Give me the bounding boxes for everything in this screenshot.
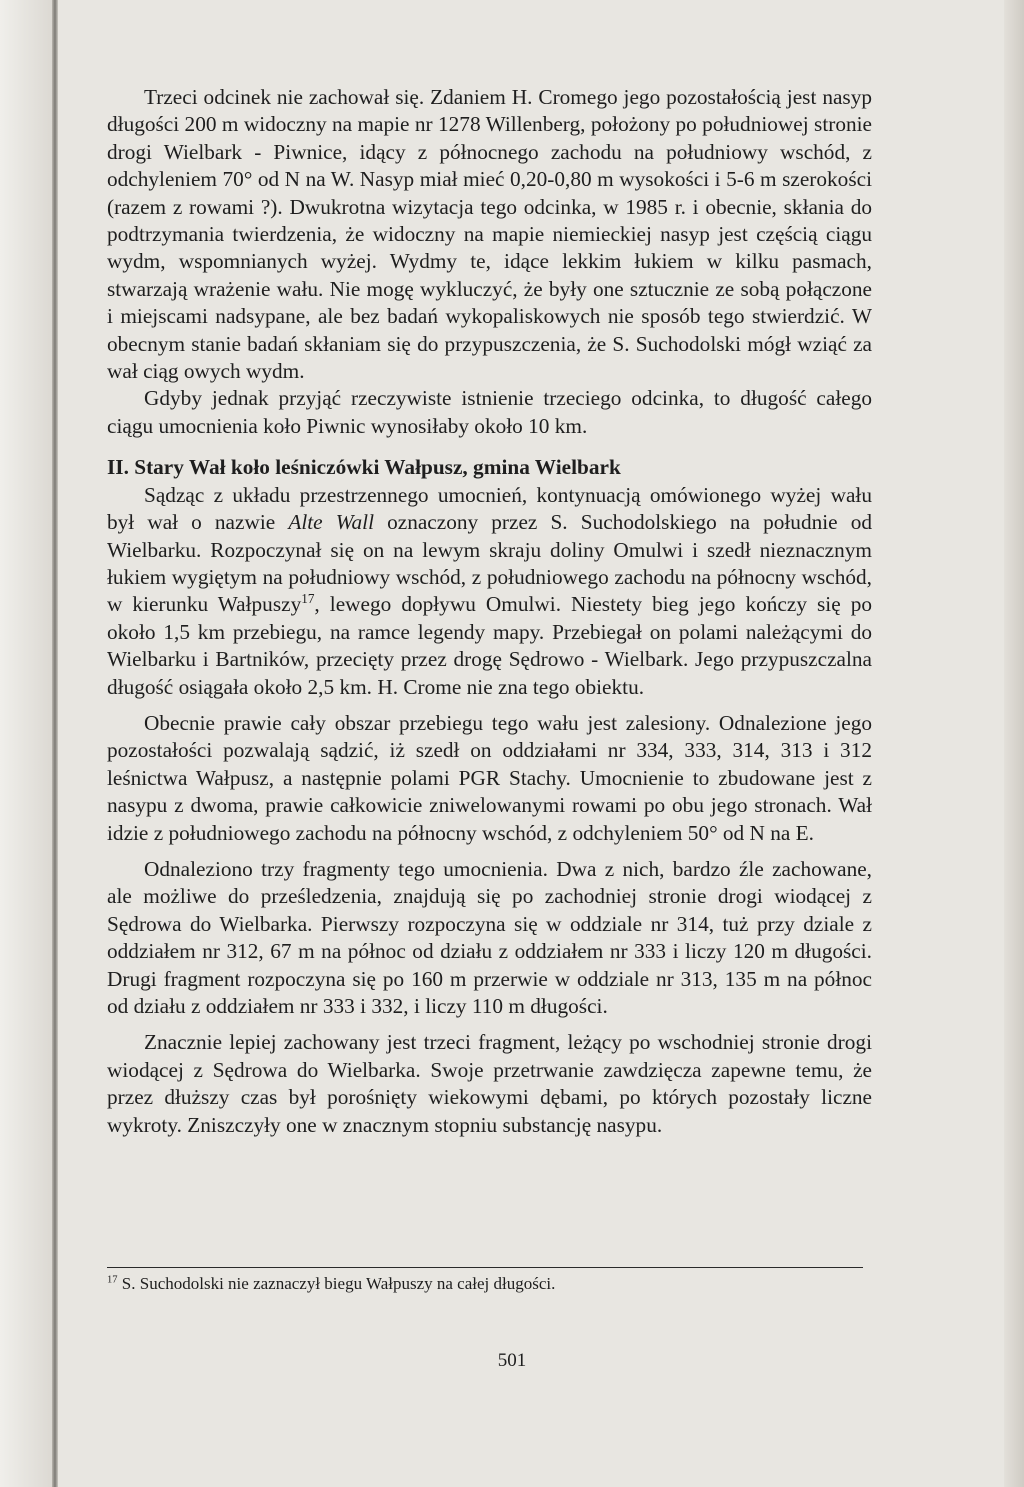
paragraph-6: Znacznie lepiej zachowany jest trzeci fragment, leżący po wschodniej stronie drogi wiodącej z Sędrowa do Wielbarka. Swoje przetrwanie zawdzięcza zapewne temu, że przez dłuższy czas był porośnięty wiekowymi dębami, po których pozostały liczne wykroty. Zniszczyły one w znacznym stopniu substancję nasypu. bbox=[107, 1030, 872, 1137]
page-edge bbox=[1004, 0, 1024, 1487]
footnote-text: S. Suchodolski nie zaznaczył biegu Wałpuszy na całej długości. bbox=[117, 1274, 556, 1293]
body-text bbox=[107, 84, 872, 1139]
page-number: 501 bbox=[497, 1350, 527, 1371]
paragraph-3-part-a: Sądząc z układu przestrzennego umocnień, kontynuacją omówionego wyżej wału był wał o nazwie bbox=[107, 482, 872, 535]
footnote-17 bbox=[107, 1273, 867, 1295]
paragraph-1: Trzeci odcinek nie zachował się. Zdaniem H. Cromego jego pozostałością jest nasyp długości 200 m widoczny na mapie nr 1278 Willenberg, położony po południowej stronie drogi Wielbark - Piwnice, idący z północnego zachodu na południowy wschód, z odchyleniem 70° od N na W. Nasyp miał mieć 0,20-0,80 m wysokości i 5-6 m szerokości (razem z rowami ?). Dwukrotna wizytacja tego odcinka, w 1985 r. i obecnie, skłania do podtrzymania twierdzenia, że widoczny na mapie niemieckiej nasyp jest częścią ciągu wydm, wspomnianych wyżej. Wydmy te, idące lekkim łukiem w kilku pasmach, stwarzają wrażenie wału. Nie mogę wykluczyć, że były one sztucznie ze sobą połączone i miejscami nadsypane, ale bez badań wykopaliskowych nie sposób tego stwierdzić. W obecnym stanie badań skłaniam się do przypuszczenia, że S. Suchodolski mógł wziąć za wał ciąg owych wydm. bbox=[107, 85, 872, 384]
paragraph-3 bbox=[107, 482, 872, 701]
section-heading: II. Stary Wał koło leśniczówki Wałpusz, gmina Wielbark bbox=[107, 455, 621, 480]
paragraph-2: Gdyby jednak przyjąć rzeczywiste istnienie trzeciego odcinka, to długość całego ciągu umocnienia koło Piwnic wynosiłaby około 10 km. bbox=[107, 386, 872, 438]
binding-margin bbox=[0, 0, 52, 1487]
footnote-number: 17 bbox=[107, 1274, 118, 1286]
alte-wall-term: Alte Wall bbox=[288, 510, 374, 535]
paragraph-4: Obecnie prawie cały obszar przebiegu tego wału jest zalesiony. Odnalezione jego pozostałości pozwalają sądzić, iż szedł on oddziałami nr 334, 333, 314, 313 i 312 leśnictwa Wałpusz, a następnie polami PGR Stachy. Umocnienie to zbudowane jest z nasypu z dwoma, prawie całkowicie zniwelowanymi rowami po obu jego stronach. Wał idzie z południowego zachodu na północny wschód, z odchyleniem 50° od N na E. bbox=[107, 710, 872, 845]
paragraph-5: Odnaleziono trzy fragmenty tego umocnienia. Dwa z nich, bardzo źle zachowane, ale możliwe do prześledzenia, znajdują się po zachodniej stronie drogi wiodącej z Sędrowa do Wielbarka. Pierwszy rozpoczyna się w oddziale nr 314, tuż przy dziale z oddziałem nr 312, 67 m na północ od działu z oddziałem nr 333 i liczy 120 m długości. Drugi fragment rozpoczyna się po 160 m przerwie w oddziale nr 313, 135 m na północ od działu z oddziałem nr 333 i 332, i liczy 110 m długości. bbox=[107, 856, 872, 1018]
footnote-ref-17[interactable]: 17 bbox=[301, 591, 315, 607]
footnote-divider bbox=[107, 1267, 863, 1268]
binding-spine bbox=[52, 0, 58, 1487]
paragraph-3-part-c: , lewego dopływu Omulwi. Niestety bieg jego kończy się po około 1,5 km przebiegu, na ramce legendy mapy. Przebiegał on polami należącymi do Wielbarku i Bartników, przecięty przez drogę Sędrowo - Wielbark. Jego przypuszczalna długość osiągała około 2,5 km. H. Crome nie zna tego obiektu. bbox=[107, 592, 872, 699]
paragraph-3-part-b: oznaczony przez S. Suchodolskiego na południe od Wielbarku. Rozpoczynał się on na lewym skraju doliny Omulwi i szedł nieznacznym łukiem wygiętym na południowy wschód, z południowego zachodu na północny wschód, w kierunku Wałpuszy bbox=[107, 510, 873, 617]
